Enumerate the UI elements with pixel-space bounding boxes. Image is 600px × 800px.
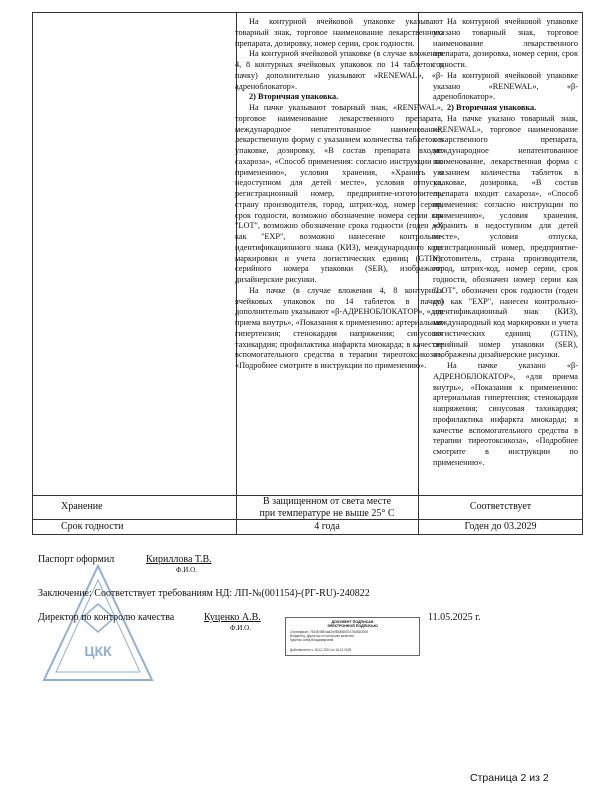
shelf-requirement: 4 года [314, 521, 340, 532]
esig-title [286, 620, 419, 628]
requirement-paragraph: На пачке (в случае вложения 4, 8 контурных ячейковых упаковок по 14 таблеток в пачку) дополнительно указывают «β-АДРЕНОБЛОКАТОР», «для приема внутрь», «Показания к применению: артериальная гипертензия; стенокардия напряжения; синусовая тахикардия; профилактика инфаркта миокарда; в качестве вспомогательного средства в терапии тиреотоксикоза», «Подробнее смотрите в инструкции по применению». [235, 285, 443, 370]
requirement-paragraph: 2) Вторичная упаковка. [249, 92, 339, 102]
shelf-label: Срок годности [61, 521, 124, 532]
sign-date: 11.05.2025 г. [428, 612, 481, 623]
director-name: Куценко А.В. [204, 612, 261, 623]
passport-name: Кириллова Т.В. [146, 554, 212, 565]
storage-requirement-line1: В защищенном от света месте [262, 496, 392, 507]
requirements-column [235, 17, 443, 492]
spec-table [32, 12, 583, 535]
passport-fio-label: Ф.И.О. [176, 566, 197, 574]
result-paragraph: На контурной ячейковой упаковке указано товарный знак, торговое наименование лекарственного препарата, дозировка, номер серии, срок годности. [433, 17, 578, 69]
requirement-paragraph: На контурной ячейковой упаковке указывают товарный знак, торговое наименование лекарственного препарата, дозировку, номер серии, срок годности. [235, 17, 443, 48]
electronic-signature-box [285, 617, 420, 656]
result-paragraph: 2) Вторичная упаковка. [447, 103, 537, 112]
requirement-paragraph: На контурной ячейковой упаковке (в случае вложения 4, 8 контурных ячейковых упаковок по 14 таблеток в пачку) дополнительно указывают «RENEWAL», «β-адреноблокатор». [235, 49, 443, 91]
storage-requirement [236, 496, 418, 520]
esig-owner: Владелец: Директор по контролю качества [290, 634, 354, 638]
result-paragraph: На контурной ячейковой упаковке указано «RENEWAL», «β-адреноблокатор». [433, 70, 578, 102]
esig-owner-name: Куценко Анна Владимировна [290, 638, 334, 642]
conclusion-text: Заключение: Соответствует требованиям НД: ЛП-№(001154)-(РГ-RU)-240822 [38, 588, 370, 599]
storage-result: Соответствует [469, 501, 532, 512]
shelf-result: Годен до 03.2029 [464, 521, 537, 532]
storage-requirement-line2: при температуре не выше 25° С [259, 508, 395, 519]
results-column [433, 17, 578, 492]
organization-stamp [38, 560, 158, 695]
result-paragraph: На пачке указано «β-АДРЕНОБЛОКАТОР», «для приема внутрь», «Показания к применению: артериальная гипертензия; стенокардия напряжения; синусовая тахикардия; профилактика инфаркта миокарда; в качестве вспомогательного средства в терапии тиреотоксикоза», «Подробнее смотрите в инструкции по применению». [433, 361, 578, 467]
esig-title-line1: ДОКУМЕНТ ПОДПИСАН [331, 620, 374, 624]
page-number-text: Страница 2 из 2 [470, 772, 549, 784]
director-fio-label: Ф.И.О. [230, 624, 251, 632]
result-paragraph: На пачке указано товарный знак, «RENEWAL», торговое наименование лекарственного препарата, международное непатентованное наименование, лекарственная форма с указанием количества таблеток в упаковке, дозировка, «В состав препарата входит сахароза», «Способ применения: согласно инструкции по применению», условия хранения, «Хранить в недоступном для детей месте», условия отпуска, регистрационный номер, предприятие-изготовитель, страна производителя, город, штрих-код, номер серии, срок годности, обозначен номер серии как "LOT", обозначен срок годности (годен до) как "EXP", нанесен контрольно-идентификационный знак (КИЗ), международный код маркировки и учета логистических единиц (GTIN), серийный номер упаковки (SER), изображены дизайнерские рисунки. [433, 113, 578, 360]
page-number [470, 772, 549, 784]
director-label: Директор по контролю качества [38, 612, 175, 623]
requirement-paragraph: На пачке указывают товарный знак, «RENEWAL», торговое наименование лекарственного препарата, международное непатентованное наименование, лекарственную форму с указанием количества таблеток в упаковке, дозировку, «В состав препарата входит сахароза», «Способ применения: согласно инструкции по применению», условия хранения, «Хранить в недоступном для детей месте», условия отпуска, регистрационный номер, предприятие-изготовитель, страну производителя, город, штрих-код, номер серии, срок годности, возможно обозначение номера серии как "LOT", возможно обозначение срока годности (годен до) как "EXP", возможно нанесение контрольно-идентификационного знака (КИЗ), международного кода маркировки и учета логистических единиц (GTIN), серийного номера упаковки (SER), изображают дизайнерские рисунки. [235, 103, 443, 284]
esig-title-line2: ЭЛЕКТРОННОЙ ПОДПИСЬЮ [327, 624, 378, 628]
storage-label: Хранение [61, 501, 103, 512]
esig-validity: Действителен с 18.12.2024 по 18.12.2025 [290, 648, 352, 652]
esig-certificate: Сертификат: 7544E4BE4a42b9B04BB1E4784BD3000 [290, 630, 369, 634]
passport-label: Паспорт оформил [38, 554, 115, 565]
stamp-text: ЦКК [84, 643, 112, 659]
